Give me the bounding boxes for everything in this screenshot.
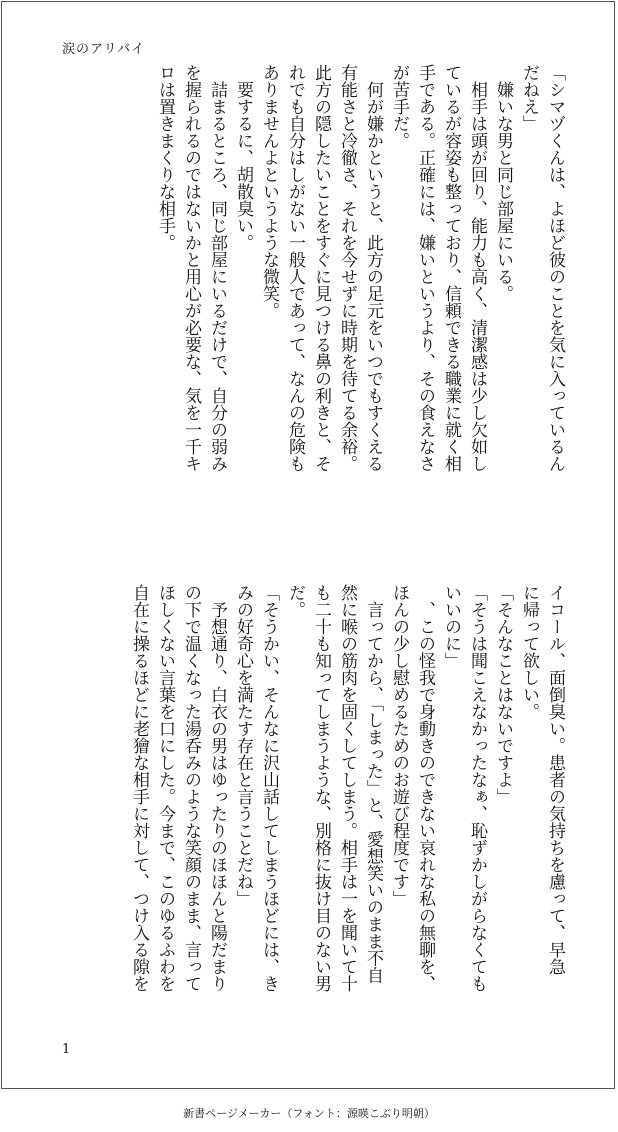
text-line: 「そうかい、そんなに沢山話してしまうほどには、き	[259, 584, 279, 992]
text-line: 此方の隠したいことをすぐに見つける鼻の利きと、そ	[311, 64, 331, 472]
running-title: 涙のアリバイ	[62, 42, 146, 57]
text-line: だ。	[285, 584, 305, 618]
text-line: いいのに」	[441, 584, 461, 669]
text-line: みの好奇心を満たす存在と言うことだね」	[233, 584, 253, 907]
text-line: 「そうは聞こえなかったなぁ、恥ずかしがらなくても	[467, 584, 487, 992]
text-block-bottom	[48, 584, 568, 1070]
text-line: 自在に操るほどに老獪な相手に対して、つけ入る隙を	[129, 584, 149, 992]
text-line: 言ってから、「しまった」と、愛想笑いのまま不自	[363, 584, 383, 984]
text-block-top	[48, 64, 568, 564]
text-line: 有能さと冷徹さ、それを今せずに時期を待てる余裕。	[337, 64, 357, 472]
page-frame	[1, 1, 615, 1089]
text-line: 要するに、胡散臭い。	[233, 64, 253, 251]
text-line: も二十も知ってしまうような、別格に抜け目のない男	[311, 584, 331, 992]
text-line: を握られるのではないかと用心が必要な、気を一千キ	[181, 64, 201, 472]
text-line: の下で温くなった湯呑みのような笑顔のまま、言って	[181, 584, 201, 992]
text-line: が苦手だ。	[389, 64, 409, 149]
text-line: 然に喉の筋肉を固くしてしまう。相手は一を聞いて十	[337, 584, 357, 992]
text-line: 手である。正確には、嫌いというより、その食えなさ	[415, 64, 435, 472]
text-line: ありませんよというような微笑。	[259, 64, 279, 319]
text-line: イコール、面倒臭い。患者の気持ちを慮って、早急	[545, 584, 565, 975]
text-line: 「シマヅくんは、よほど彼のことを気に入っているん	[545, 64, 565, 472]
text-line: 「そんなことはないですよ」	[493, 584, 513, 805]
text-line: 、この怪我で身動きのできない哀れな私の無聊を、	[415, 584, 435, 992]
text-line: ロは置きまくりな相手。	[155, 64, 175, 251]
text-line: 相手は頭が回り、能力も高く、清潔感は少し欠如し	[467, 64, 487, 472]
text-line: れでも自分はしがない一般人であって、なんの危険も	[285, 64, 305, 472]
text-line: 嫌いな男と同じ部屋にいる。	[493, 64, 513, 302]
text-line: に帰って欲しい。	[519, 584, 539, 720]
text-line: 詰まるところ、同じ部屋にいるだけで、自分の弱み	[207, 64, 227, 472]
text-line: ているが容姿も整っており、信頼できる職業に就く相	[441, 64, 461, 472]
page-number: 1	[62, 1042, 71, 1057]
text-line: 予想通り、白衣の男はゆったりのほほんと陽だまり	[207, 584, 227, 992]
text-line: ほしくない言葉を口にした。今まで、このゆるふわを	[155, 584, 175, 992]
text-line: 何が嫌かというと、此方の足元をいつでもすくえる	[363, 64, 383, 472]
text-line: だねえ」	[519, 64, 539, 132]
footer-credit: 新書ページメーカー（フォント：源暎こぶり明朝）	[183, 1107, 435, 1120]
text-line: ほんの少し慰めるためのお遊び程度です」	[389, 584, 409, 907]
